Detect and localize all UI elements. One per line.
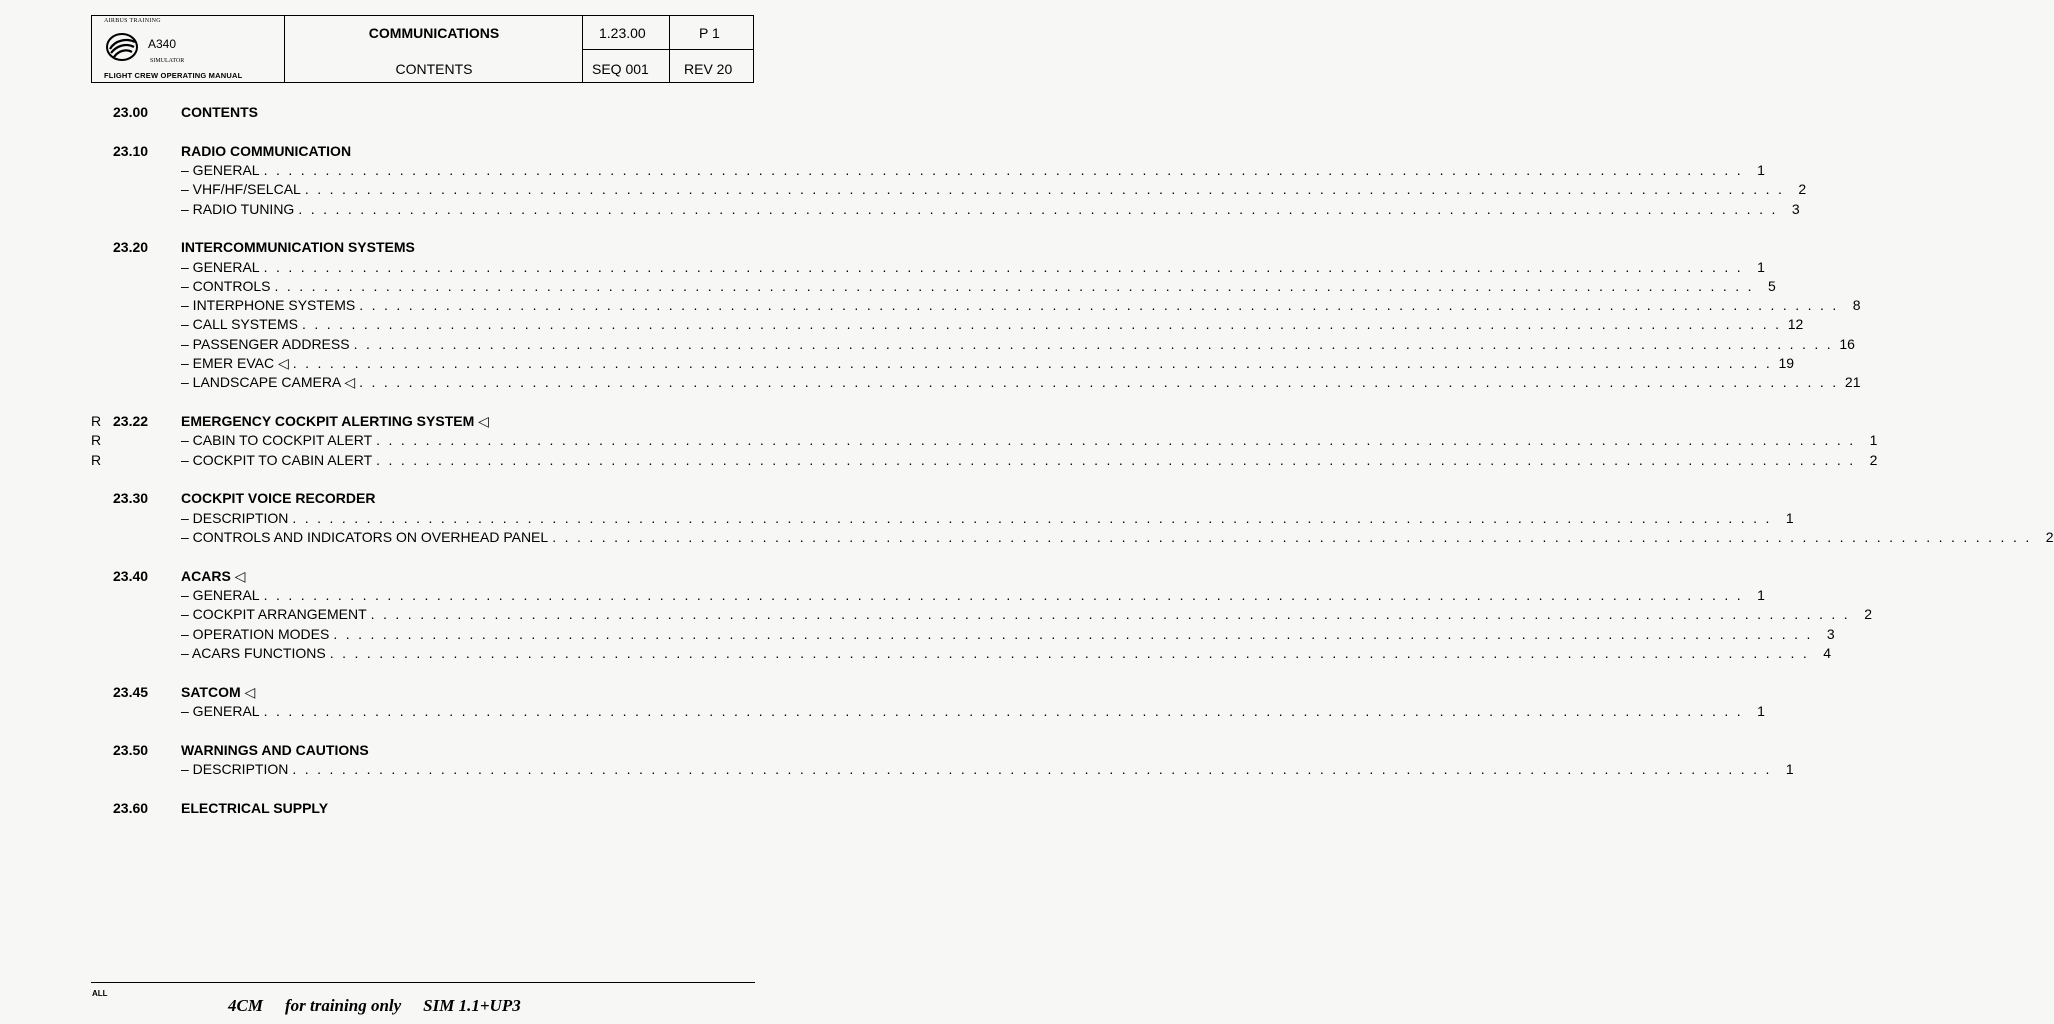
dot-leader: . . . . . . . . . . . . . . . . . . . . . . . . . . . . . . . . . . . . . . . . . . . . . . . . . . . . . . . . . . . . . . . . . . . . . . . . . . . . . . . . . . . . . . . . . . . . . . . . . . . . . . . . . . . . . . . . . . . . . . . . xyxy=(329,644,1810,661)
toc-entry xyxy=(0,354,1795,373)
entry-label: – ACARS FUNCTIONS xyxy=(181,644,326,661)
section-heading xyxy=(0,103,768,122)
toc-entry-line xyxy=(181,586,1765,605)
dot-leader: . . . . . . . . . . . . . . . . . . . . . . . . . . . . . . . . . . . . . . . . . . . . . . . . . . . . . . . . . . . . . . . . . . . . . . . . . . . . . . . . . . . . . . . . . . . . . . . . . . . . . . . . . . . . . . . . . . . . . . . . xyxy=(359,374,1839,391)
section-number: 23.45 xyxy=(113,683,149,700)
dot-leader: . . . . . . . . . . . . . . . . . . . . . . . . . . . . . . . . . . . . . . . . . . . . . . . . . . . . . . . . . . . . . . . . . . . . . . . . . . . . . . . . . . . . . . . . . . . . . . . . . . . . . . . . . . . . . . . . . . . . . . . . xyxy=(292,354,1773,371)
entry-label: – COCKPIT TO CABIN ALERT xyxy=(181,451,373,468)
entry-page-number: 3 xyxy=(1826,625,1835,642)
toc-entry-line xyxy=(181,258,1765,277)
toc-entry xyxy=(0,451,1878,470)
entry-page-number: 1 xyxy=(1757,162,1765,179)
entry-label: – INTERPHONE SYSTEMS xyxy=(181,297,356,314)
toc-entry-line xyxy=(181,451,1878,470)
entry-label: – VHF/HF/SELCAL xyxy=(181,181,301,198)
toc-entry-line xyxy=(181,760,1794,779)
section-heading xyxy=(0,567,768,586)
dot-leader: . . . . . . . . . . . . . . . . . . . . . . . . . . . . . . . . . . . . . . . . . . . . . . . . . . . . . . . . . . . . . . . . . . . . . . . . . . . . . . . . . . . . . . . . . . . . . . . . . . . . . . . . . . . . . . . . . . . . . . . . xyxy=(333,625,1813,642)
entry-page-number: 1 xyxy=(1757,258,1765,275)
applicability-label: ALL xyxy=(92,989,108,998)
entry-page-number: 16 xyxy=(1839,335,1855,352)
section-title: WARNINGS AND CAUTIONS xyxy=(181,741,369,758)
toc-entry xyxy=(0,702,1765,721)
toc-entry xyxy=(0,586,1765,605)
toc-entry xyxy=(0,625,1835,644)
aircraft-model: A340 xyxy=(148,37,177,51)
entry-label: – DESCRIPTION xyxy=(181,509,289,526)
toc-entry xyxy=(0,528,2054,547)
section-title: EMERGENCY COCKPIT ALERTING SYSTEM ◁ xyxy=(181,413,489,430)
dot-leader: . . . . . . . . . . . . . . . . . . . . . . . . . . . . . . . . . . . . . . . . . . . . . . . . . . . . . . . . . . . . . . . . . . . . . . . . . . . . . . . . . . . . . . . . . . . . . . . . . . . . . . . . . . . . . . . . . . . . . . . . xyxy=(263,258,1743,275)
entry-label: – OPERATION MODES xyxy=(181,625,330,642)
revision-mark: R xyxy=(91,432,102,449)
org-name: AIRBUS TRAINING xyxy=(104,18,161,24)
section-number: 23.30 xyxy=(113,490,149,507)
entry-page-number: 1 xyxy=(1757,702,1765,719)
dot-leader: . . . . . . . . . . . . . . . . . . . . . . . . . . . . . . . . . . . . . . . . . . . . . . . . . . . . . . . . . . . . . . . . . . . . . . . . . . . . . . . . . . . . . . . . . . . . . . . . . . . . . . . . . . . . . . . . . . . . . . . . xyxy=(263,587,1743,603)
entry-label: – CALL SYSTEMS xyxy=(181,316,298,333)
section-number: 23.10 xyxy=(113,142,149,159)
dot-leader: . . . . . . . . . . . . . . . . . . . . . . . . . . . . . . . . . . . . . . . . . . . . . . . . . . . . . . . . . . . . . . . . . . . . . . . . . . . . . . . . . . . . . . . . . . . . . . . . . . . . . . . . . . . . . . . . . . . . . . . . xyxy=(353,335,1833,352)
chapter-code: 1.23.00 xyxy=(599,25,646,41)
dot-leader: . . . . . . . . . . . . . . . . . . . . . . . . . . . . . . . . . . . . . . . . . . . . . . . . . . . . . . . . . . . . . . . . . . . . . . . . . . . . . . . . . . . . . . . . . . . . . . . . . . . . . . . . . . . . . . . . . . . . . . . . xyxy=(263,702,1743,719)
divider xyxy=(582,49,753,50)
entry-page-number: 19 xyxy=(1778,354,1795,371)
toc-entry-line xyxy=(181,354,1795,373)
footer-sim-version: SIM 1.1+UP3 xyxy=(423,996,521,1015)
toc-entry xyxy=(0,431,1878,450)
section-heading xyxy=(0,741,768,760)
section-number: 23.20 xyxy=(113,239,149,256)
page-header xyxy=(91,15,754,83)
manual-name: FLIGHT CREW OPERATING MANUAL xyxy=(104,71,243,80)
dot-leader: . . . . . . . . . . . . . . . . . . . . . . . . . . . . . . . . . . . . . . . . . . . . . . . . . . . . . . . . . . . . . . . . . . . . . . . . . . . . . . . . . . . . . . . . . . . . . . . . . . . . . . . . . . . . . . . . . . . . . . . . xyxy=(292,509,1772,526)
toc-entry xyxy=(0,315,1804,334)
dot-leader: . . . . . . . . . . . . . . . . . . . . . . . . . . . . . . . . . . . . . . . . . . . . . . . . . . . . . . . . . . . . . . . . . . . . . . . . . . . . . . . . . . . . . . . . . . . . . . . . . . . . . . . . . . . . . . . . . . . . . . . . xyxy=(263,162,1743,179)
entry-page-number: 4 xyxy=(1823,644,1832,661)
dot-leader: . . . . . . . . . . . . . . . . . . . . . . . . . . . . . . . . . . . . . . . . . . . . . . . . . . . . . . . . . . . . . . . . . . . . . . . . . . . . . . . . . . . . . . . . . . . . . . . . . . . . . . . . . . . . . . . . . . . . . . . . xyxy=(376,451,1856,468)
page-number: P 1 xyxy=(699,25,720,41)
dot-leader: . . . . . . . . . . . . . . . . . . . . . . . . . . . . . . . . . . . . . . . . . . . . . . . . . . . . . . . . . . . . . . . . . . . . . . . . . . . . . . . . . . . . . . . . . . . . . . . . . . . . . . . . . . . . . . . . . . . . . . . . xyxy=(274,277,1754,294)
entry-page-number: 1 xyxy=(1757,587,1765,603)
toc-entry-line xyxy=(181,509,1794,528)
revision-mark: R xyxy=(91,451,102,468)
chapter-subtitle: CONTENTS xyxy=(395,61,473,77)
dot-leader: . . . . . . . . . . . . . . . . . . . . . . . . . . . . . . . . . . . . . . . . . . . . . . . . . . . . . . . . . . . . . . . . . . . . . . . . . . . . . . . . . . . . . . . . . . . . . . . . . . . . . . . . . . . . . . . . . . . . . . . . xyxy=(298,200,1778,217)
entry-page-number: 12 xyxy=(1787,316,1804,333)
toc-entry-line xyxy=(181,180,1807,199)
entry-label: – GENERAL xyxy=(181,258,260,275)
entry-label: – LANDSCAPE CAMERA ◁ xyxy=(181,374,356,391)
toc-entry xyxy=(0,161,1765,180)
entry-label: – PASSENGER ADDRESS xyxy=(181,335,350,352)
section-heading xyxy=(0,683,768,702)
toc-entry xyxy=(0,373,1861,392)
entry-label: – CONTROLS xyxy=(181,277,271,294)
section-title: RADIO COMMUNICATION xyxy=(181,142,352,159)
entry-page-number: 2 xyxy=(2045,528,2054,545)
simulator-label: SIMULATOR xyxy=(150,58,185,64)
dot-leader: . . . . . . . . . . . . . . . . . . . . . . . . . . . . . . . . . . . . . . . . . . . . . . . . . . . . . . . . . . . . . . . . . . . . . . . . . . . . . . . . . . . . . . . . . . . . . . . . . . . . . . . . . . . . . . . . . . . . . . . . xyxy=(376,432,1856,449)
dot-leader: . . . . . . . . . . . . . . . . . . . . . . . . . . . . . . . . . . . . . . . . . . . . . . . . . . . . . . . . . . . . . . . . . . . . . . . . . . . . . . . . . . . . . . . . . . . . . . . . . . . . . . . . . . . . . . . . . . . . . . . . xyxy=(552,528,2032,545)
toc-entry xyxy=(0,644,1832,663)
section-title: SATCOM ◁ xyxy=(181,683,256,700)
dot-leader: . . . . . . . . . . . . . . . . . . . . . . . . . . . . . . . . . . . . . . . . . . . . . . . . . . . . . . . . . . . . . . . . . . . . . . . . . . . . . . . . . . . . . . . . . . . . . . . . . . . . . . . . . . . . . . . . . . . . . . . . xyxy=(301,316,1782,333)
toc-entry-line xyxy=(181,702,1765,721)
toc-entry xyxy=(0,605,1872,624)
section-number: 23.40 xyxy=(113,567,149,584)
section-number: 23.60 xyxy=(113,799,149,816)
toc-entry-line xyxy=(181,161,1765,180)
toc-entry-line xyxy=(181,373,1861,392)
toc-entry-line xyxy=(181,625,1835,644)
sequence-number: SEQ 001 xyxy=(592,61,649,77)
revision-mark: R xyxy=(91,413,102,430)
toc-entry-line xyxy=(181,335,1855,354)
dot-leader: . . . . . . . . . . . . . . . . . . . . . . . . . . . . . . . . . . . . . . . . . . . . . . . . . . . . . . . . . . . . . . . . . . . . . . . . . . . . . . . . . . . . . . . . . . . . . . . . . . . . . . . . . . . . . . . . . . . . . . . . xyxy=(292,760,1772,777)
section-heading xyxy=(0,412,768,431)
entry-label: – COCKPIT ARRANGEMENT xyxy=(181,606,367,623)
toc-entry-line xyxy=(181,431,1878,450)
dot-leader: . . . . . . . . . . . . . . . . . . . . . . . . . . . . . . . . . . . . . . . . . . . . . . . . . . . . . . . . . . . . . . . . . . . . . . . . . . . . . . . . . . . . . . . . . . . . . . . . . . . . . . . . . . . . . . . . . . . . . . . . xyxy=(304,181,1785,198)
toc-entry-line xyxy=(181,605,1872,624)
section-heading xyxy=(0,489,768,508)
toc-entry-line xyxy=(181,528,2054,547)
toc-entry xyxy=(0,277,1776,296)
section-heading xyxy=(0,799,768,818)
entry-label: – GENERAL xyxy=(181,162,260,179)
section-title: COCKPIT VOICE RECORDER xyxy=(181,490,376,507)
footer-rule xyxy=(91,982,755,983)
toc-entry-line xyxy=(181,644,1832,663)
section-title: ACARS ◁ xyxy=(181,567,246,584)
toc-entry-line xyxy=(181,200,1800,219)
toc-entry-line xyxy=(181,296,1861,315)
toc-entry xyxy=(0,296,1861,315)
entry-label: – GENERAL xyxy=(181,702,260,719)
entry-page-number: 1 xyxy=(1869,432,1878,449)
toc-entry xyxy=(0,335,1855,354)
toc-entry xyxy=(0,258,1765,277)
logo-block xyxy=(92,16,284,82)
entry-label: – DESCRIPTION xyxy=(181,760,289,777)
entry-page-number: 8 xyxy=(1852,297,1861,314)
section-title: ELECTRICAL SUPPLY xyxy=(181,799,329,816)
entry-page-number: 5 xyxy=(1768,277,1776,294)
entry-label: – EMER EVAC ◁ xyxy=(181,354,289,371)
entry-page-number: 2 xyxy=(1869,451,1878,468)
section-title: CONTENTS xyxy=(181,104,258,120)
entry-page-number: 21 xyxy=(1844,374,1861,391)
section-title: INTERCOMMUNICATION SYSTEMS xyxy=(181,239,415,256)
toc-entry xyxy=(0,200,1800,219)
entry-page-number: 2 xyxy=(1864,606,1872,623)
footer-note xyxy=(228,996,543,1016)
revision-number: REV 20 xyxy=(684,61,733,77)
entry-page-number: 1 xyxy=(1785,509,1794,526)
section-heading xyxy=(0,142,768,161)
section-number: 23.00 xyxy=(113,104,149,120)
entry-page-number: 2 xyxy=(1798,181,1807,198)
footer-training-note: for training only xyxy=(284,996,402,1015)
airbus-logo-icon xyxy=(105,32,139,62)
dot-leader: . . . . . . . . . . . . . . . . . . . . . . . . . . . . . . . . . . . . . . . . . . . . . . . . . . . . . . . . . . . . . . . . . . . . . . . . . . . . . . . . . . . . . . . . . . . . . . . . . . . . . . . . . . . . . . . . . . . . . . . . xyxy=(359,297,1839,314)
toc-entry xyxy=(0,760,1794,779)
chapter-title: COMMUNICATIONS xyxy=(368,25,500,41)
toc-entry-line xyxy=(181,277,1776,296)
section-number: 23.22 xyxy=(113,413,149,430)
toc-entry xyxy=(0,180,1807,199)
entry-page-number: 1 xyxy=(1785,760,1794,777)
footer-code: 4CM xyxy=(228,996,263,1015)
entry-label: – RADIO TUNING xyxy=(181,200,295,217)
toc-entry-line xyxy=(181,315,1804,334)
entry-label: – GENERAL xyxy=(181,587,260,603)
toc-entry xyxy=(0,509,1794,528)
section-heading xyxy=(0,238,768,257)
section-number: 23.50 xyxy=(113,741,149,758)
dot-leader: . . . . . . . . . . . . . . . . . . . . . . . . . . . . . . . . . . . . . . . . . . . . . . . . . . . . . . . . . . . . . . . . . . . . . . . . . . . . . . . . . . . . . . . . . . . . . . . . . . . . . . . . . . . . . . . . . . . . . . . . xyxy=(370,606,1850,623)
entry-page-number: 3 xyxy=(1791,200,1800,217)
entry-label: – CABIN TO COCKPIT ALERT xyxy=(181,432,373,449)
entry-label: – CONTROLS AND INDICATORS ON OVERHEAD PANEL xyxy=(181,528,549,545)
